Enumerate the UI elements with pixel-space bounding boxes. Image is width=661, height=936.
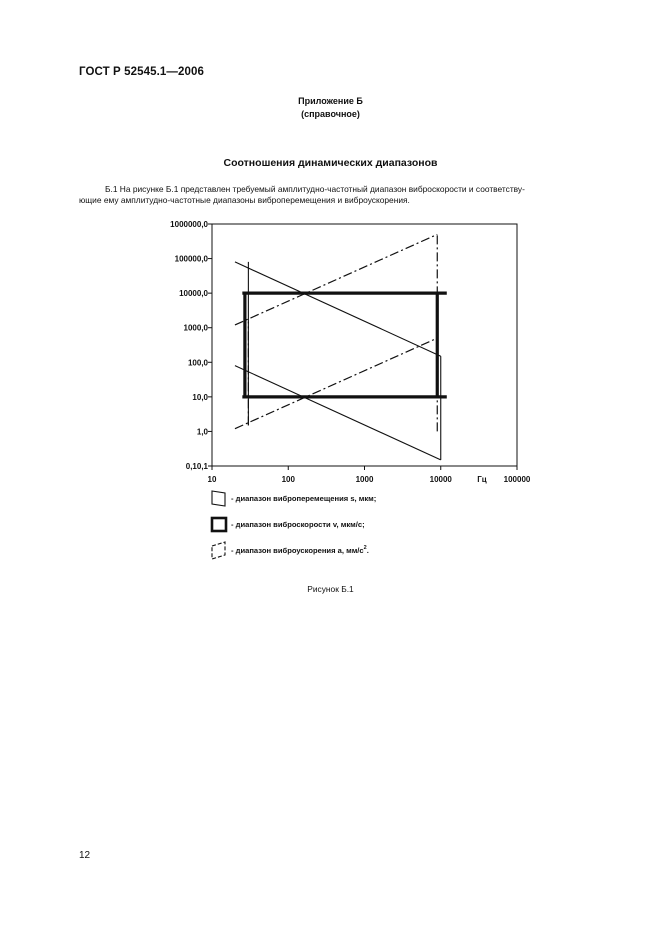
legend-suffix: . [366, 546, 369, 555]
legend-acceleration-swatch [212, 542, 225, 559]
plot-frame [212, 224, 517, 466]
appendix-note: (справочное) [301, 109, 360, 119]
acceleration-boundary-line [235, 234, 437, 325]
y-tick-label: 1,0 [196, 427, 208, 437]
x-tick-label: 10000 [429, 475, 452, 484]
x-tick-label: 1000 [355, 475, 374, 484]
intro-paragraph-line-2: ющие ему амплитудно-частотные диапазоны виброперемещения и виброускорения. [79, 195, 410, 205]
series-acceleration [235, 234, 437, 431]
intro-paragraph-line-1: Б.1 На рисунке Б.1 представлен требуемый амплитудно-частотный диапазон виброскорости и соответству- [105, 184, 525, 194]
legend-label-acceleration: - диапазон виброускорения a, $мм/с^2$. [231, 545, 369, 555]
y-tick-label: 1000000,0 [170, 220, 208, 229]
legend-superscript: 2 [363, 545, 367, 551]
x-tick-label: 10 [207, 475, 217, 484]
y-tick-label: 100000,0 [174, 254, 208, 264]
displacement-boundary-line [235, 262, 441, 356]
y-tick-label: 1000,0 [183, 323, 208, 333]
appendix-title: Приложение Б [298, 96, 363, 106]
y-tick-label: 0,10,1 [185, 462, 208, 471]
x-tick-label: 100000 [503, 475, 531, 484]
document-header: ГОСТ Р 52545.1—2006 [79, 66, 204, 78]
section-title: Соотношения динамических диапазонов [223, 157, 438, 169]
displacement-boundary-line [235, 366, 441, 460]
legend-label-displacement: - диапазон виброперемещения s, мкм; [231, 494, 377, 503]
legend-label-velocity: - диапазон виброскорости v, мкм/с; [231, 520, 365, 529]
y-tick-label: 100,0 [187, 358, 208, 368]
legend-velocity-swatch [212, 518, 226, 531]
figure-caption: Рисунок Б.1 [307, 584, 354, 594]
x-axis-unit: Гц [477, 475, 487, 484]
y-tick-label: 10,0 [192, 392, 208, 402]
page-number: 12 [79, 850, 91, 861]
x-tick-label: 100 [281, 475, 295, 484]
y-tick-label: 10000,0 [179, 289, 208, 299]
legend-displacement-swatch [212, 491, 225, 506]
acceleration-boundary-line [235, 338, 437, 429]
